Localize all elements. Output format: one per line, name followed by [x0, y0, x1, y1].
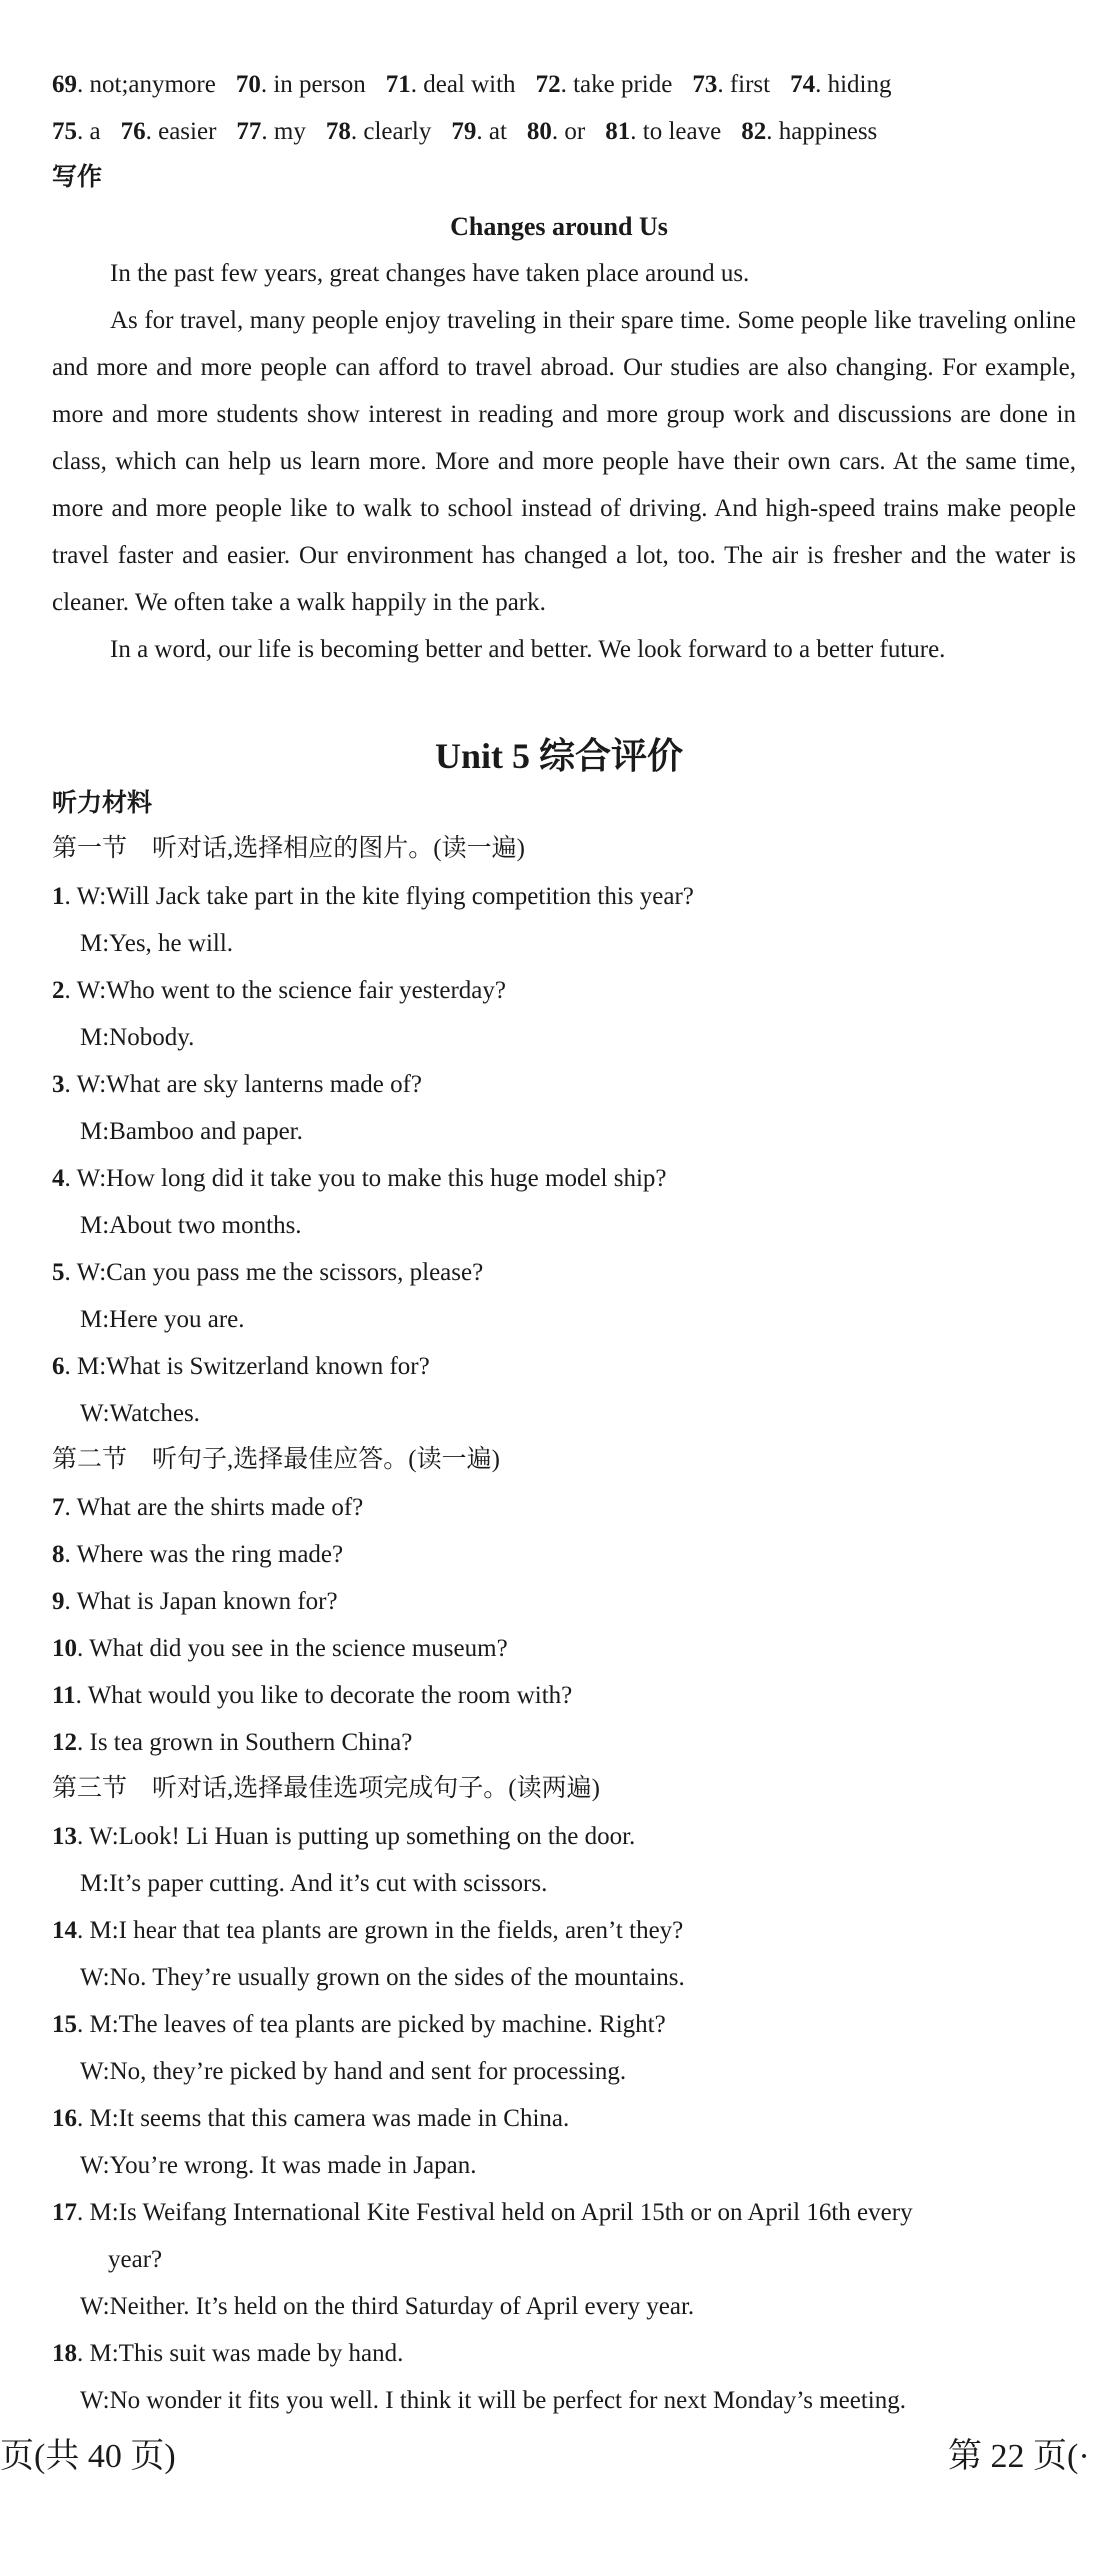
- question-2: 2. W:Who went to the science fair yesterday?: [52, 977, 506, 1004]
- question-4: 4. W:How long did it take you to make this huge model ship?: [52, 1165, 667, 1192]
- essay-body: [52, 250, 1076, 673]
- question-13: 13. W:Look! Li Huan is putting up something on the door.: [52, 1823, 636, 1850]
- question-14: 14. M:I hear that tea plants are grown in the fields, aren’t they?: [52, 1917, 684, 1944]
- section-1-heading: 第一节 听对话,选择相应的图片。(读一遍): [52, 835, 525, 862]
- answer-6: W:Watches.: [80, 1400, 200, 1427]
- question-6: 6. M:What is Switzerland known for?: [52, 1353, 430, 1380]
- footer-left-page-count: 页(共 40 页): [0, 2438, 176, 2475]
- answers-row-1: 69. not;anymore 70. in person 71. deal with 72. take pride 73. first 74. hiding: [52, 71, 892, 98]
- question-9: 9. What is Japan known for?: [52, 1588, 338, 1615]
- writing-label: 写作: [52, 164, 103, 191]
- answer-1: M:Yes, he will.: [80, 930, 234, 957]
- answer-4: M:About two months.: [80, 1212, 302, 1239]
- question-16: 16. M:It seems that this camera was made in China.: [52, 2105, 570, 2132]
- essay-title: Changes around Us: [450, 212, 668, 241]
- question-11: 11. What would you like to decorate the room with?: [52, 1682, 573, 1709]
- question-1: 1. W:Will Jack take part in the kite flying competition this year?: [52, 883, 694, 910]
- question-15: 15. M:The leaves of tea plants are picked by machine. Right?: [52, 2011, 666, 2038]
- question-3: 3. W:What are sky lanterns made of?: [52, 1071, 423, 1098]
- listening-label: 听力材料: [52, 790, 153, 817]
- answer-2: M:Nobody.: [80, 1024, 195, 1051]
- question-8: 8. Where was the ring made?: [52, 1541, 344, 1568]
- section-2-heading: 第二节 听句子,选择最佳应答。(读一遍): [52, 1446, 500, 1473]
- unit-title: Unit 5 综合评价: [434, 736, 683, 776]
- question-18: 18. M:This suit was made by hand.: [52, 2340, 404, 2367]
- question-10: 10. What did you see in the science museum?: [52, 1635, 508, 1662]
- answer-17: W:Neither. It’s held on the third Saturday of April every year.: [80, 2293, 695, 2320]
- answer-18: W:No wonder it fits you well. I think it will be perfect for next Monday’s meeting.: [80, 2387, 906, 2414]
- section-3-heading: 第三节 听对话,选择最佳选项完成句子。(读两遍): [52, 1775, 600, 1802]
- answer-14: W:No. They’re usually grown on the sides of the mountains.: [80, 1964, 685, 1991]
- footer-right-page-number: 第 22 页(·: [948, 2438, 1090, 2475]
- answer-13: M:It’s paper cutting. And it’s cut with scissors.: [80, 1870, 548, 1897]
- question-7: 7. What are the shirts made of?: [52, 1494, 364, 1521]
- question-17-continued: year?: [108, 2246, 163, 2273]
- answer-3: M:Bamboo and paper.: [80, 1118, 303, 1145]
- question-5: 5. W:Can you pass me the scissors, please?: [52, 1259, 484, 1286]
- essay-paragraph-2: As for travel, many people enjoy traveling in their spare time. Some people like traveling online and more and more people can afford to travel abroad. Our studies are also changing. For example, more and more students show interest in reading and more group work and discussions are done in class, which can help us learn more. More and more people have their own cars. At the same time, more and more people like to walk to school instead of driving. And high-speed trains make people travel faster and easier. Our environment has changed a lot, too. The air is fresher and the water is cleaner. We often take a walk happily in the park.: [52, 307, 1076, 616]
- answer-16: W:You’re wrong. It was made in Japan.: [80, 2152, 477, 2179]
- essay-paragraph-3: In a word, our life is becoming better and better. We look forward to a better future.: [110, 636, 946, 663]
- question-17: 17. M:Is Weifang International Kite Festival held on April 15th or on April 16th every: [52, 2199, 913, 2226]
- answer-15: W:No, they’re picked by hand and sent for processing.: [80, 2058, 627, 2085]
- question-12: 12. Is tea grown in Southern China?: [52, 1729, 413, 1756]
- essay-paragraph-1: In the past few years, great changes have taken place around us.: [110, 260, 750, 287]
- answers-row-2: 75. a 76. easier 77. my 78. clearly 79. at 80. or 81. to leave 82. happiness: [52, 118, 878, 145]
- answer-5: M:Here you are.: [80, 1306, 245, 1333]
